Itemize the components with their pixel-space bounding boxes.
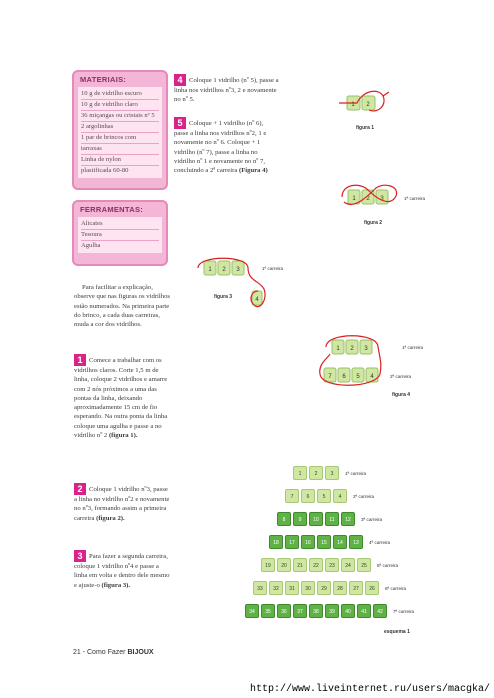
row-label: 2ª carreira — [353, 494, 375, 499]
bead: 20 — [277, 558, 291, 572]
row-label: 6ª carreira — [385, 586, 407, 591]
row-1-label: 1ª carreira — [404, 196, 426, 201]
source-url[interactable]: http://www.liveinternet.ru/users/macgka/ — [249, 684, 490, 695]
bead: 22 — [309, 558, 323, 572]
bead: 35 — [261, 604, 275, 618]
step-text: Coloque 1 vidrilho nº3, passe a linha no vidrilho nº2 e novamente no nº3, formando assim a primeira carreira — [74, 486, 170, 522]
row-1-label: 1ª carreira — [262, 266, 284, 271]
list-item: plastificada 60-80 — [81, 167, 129, 174]
bead: 9 — [293, 512, 307, 526]
footer-brand: BIJOUX — [127, 649, 154, 656]
step-text: Para fazer a segunda carreira, coloque 1 vidrilho nº4 e passe a linha em volta e dentro dele mesmo e ajuste-o — [74, 553, 170, 589]
step-ref: (figura 3). — [101, 581, 131, 589]
svg-text:1: 1 — [336, 346, 340, 352]
bead: 24 — [341, 558, 355, 572]
bead: 13 — [349, 535, 363, 549]
bead: 3 — [325, 466, 339, 480]
tools-list — [78, 217, 162, 253]
svg-text:2: 2 — [366, 196, 370, 202]
bead: 30 — [301, 581, 315, 595]
tools-box — [72, 200, 168, 266]
step-4 — [174, 74, 279, 105]
bead: 27 — [349, 581, 363, 595]
svg-text:3: 3 — [364, 346, 368, 352]
svg-text:1: 1 — [352, 196, 356, 202]
bead: 36 — [277, 604, 291, 618]
svg-text:6: 6 — [342, 374, 346, 380]
svg-text:1: 1 — [208, 267, 212, 273]
intro-text: Para facilitar a explicação, observe que nas figuras os vidrilhos estão numerados. Na primeira parte do brinco, a cada duas carreiras, muda a cor dos vidrilhos. — [74, 284, 171, 329]
bead: 33 — [253, 581, 267, 595]
svg-text:3: 3 — [380, 196, 384, 202]
tools-title: FERRAMENTAS: — [80, 205, 144, 214]
bead: 11 — [325, 512, 339, 526]
bead: 7 — [285, 489, 299, 503]
step-text: Coloque 1 vidrilho (nº 5), passe a linha nos vidrilhos nº3, 2 e novamente no nº 5. — [174, 77, 279, 104]
row-label: 3ª carreira — [361, 517, 383, 522]
bead: 40 — [341, 604, 355, 618]
list-item: 2 argolinhas — [81, 122, 159, 133]
step-text: Comece a trabalhar com os vidrilhos claros. Corte 1,5 m de linha, coloque 2 vidrilhos e amarre com 2 nós próximos a uma das pontas da linha, deixando aproximadamente 15 cm de fio esperando. Na outra ponta da linha coloque uma agulha e passe a no vidrilho nº 2 — [74, 357, 168, 440]
bead: 41 — [357, 604, 371, 618]
step-number: 2 — [74, 483, 86, 495]
list-item: 10 g de vidrilho claro — [81, 100, 159, 111]
row-label: 4ª carreira — [369, 540, 391, 545]
scheme-caption: esquema 1 — [384, 629, 410, 635]
step-ref: (figura 2). — [96, 514, 125, 522]
list-item: 1 par de brincos com — [81, 133, 159, 144]
row-2-label: 2ª carreira — [390, 374, 412, 379]
figure-4-diagram — [318, 334, 398, 394]
materials-box — [72, 70, 168, 190]
row-label: 5ª carreira — [377, 563, 399, 568]
step-2 — [74, 483, 172, 523]
materials-title: MATERIAIS: — [80, 75, 127, 84]
svg-text:2: 2 — [350, 346, 354, 352]
bead: 25 — [357, 558, 371, 572]
step-1 — [74, 354, 172, 440]
bead: 2 — [309, 466, 323, 480]
list-item: 10 g de vidrilho escuro — [81, 89, 159, 100]
bead: 18 — [269, 535, 283, 549]
step-3 — [74, 550, 172, 590]
bead: 29 — [317, 581, 331, 595]
svg-text:4: 4 — [255, 297, 259, 303]
step-number: 1 — [74, 354, 86, 366]
row-1-label: 1ª carreira — [402, 345, 424, 350]
list-item: 36 miçangas ou cristais nº 5 — [81, 111, 159, 122]
bead: 12 — [341, 512, 355, 526]
bead: 6 — [301, 489, 315, 503]
step-number: 3 — [74, 550, 86, 562]
row-label: 1ª carreira — [345, 471, 367, 476]
svg-text:2: 2 — [366, 102, 370, 108]
step-ref: (figura 1). — [108, 432, 138, 440]
figure-2-caption: figura 2 — [364, 220, 383, 226]
step-5 — [174, 117, 279, 175]
svg-text:3: 3 — [236, 267, 240, 273]
figure-4-caption: figura 4 — [392, 392, 411, 398]
step-ref: (Figura 4) — [238, 167, 268, 175]
bead: 5 — [317, 489, 331, 503]
bead: 15 — [317, 535, 331, 549]
bead: 38 — [309, 604, 323, 618]
bead: 26 — [365, 581, 379, 595]
list-item: tarraxas — [81, 144, 159, 155]
bead: 17 — [285, 535, 299, 549]
bead: 34 — [245, 604, 259, 618]
svg-text:7: 7 — [328, 374, 332, 380]
page-footer — [73, 649, 154, 656]
step-text: Coloque + 1 vidrilho (nº 6), passe a linha nos vidrilhos nº2, 1 e novamente no nº 6. Coloque + 1 vidrilho (nº 7), passe a linha no vidrilho nº 1 e novamente no nº 7, concluindo a 2ª carreira — [174, 120, 267, 175]
bead: 16 — [301, 535, 315, 549]
bead: 39 — [325, 604, 339, 618]
svg-text:4: 4 — [370, 374, 374, 380]
materials-list — [78, 87, 162, 178]
svg-text:1: 1 — [351, 102, 355, 108]
list-item: Tesoura — [81, 230, 159, 241]
bead: 19 — [261, 558, 275, 572]
bead: 14 — [333, 535, 347, 549]
figure-3-caption: figura 3 — [214, 294, 233, 300]
row-label: 7ª carreira — [393, 609, 415, 614]
figure-1-caption: figura 1 — [356, 125, 375, 131]
figure-3-diagram — [196, 255, 276, 315]
list-item: Agulha — [81, 242, 101, 249]
figure-1-diagram — [335, 84, 395, 124]
bead: 32 — [269, 581, 283, 595]
bead: 4 — [333, 489, 347, 503]
list-item: Alicates — [81, 219, 159, 230]
bead: 31 — [285, 581, 299, 595]
bead: 37 — [293, 604, 307, 618]
bead: 8 — [277, 512, 291, 526]
list-item: Linha de nylon — [81, 155, 159, 166]
bead: 21 — [293, 558, 307, 572]
bead: 23 — [325, 558, 339, 572]
svg-text:5: 5 — [356, 374, 360, 380]
bead: 28 — [333, 581, 347, 595]
step-number: 4 — [174, 74, 186, 86]
svg-text:2: 2 — [222, 267, 226, 273]
step-number: 5 — [174, 117, 186, 129]
bead: 1 — [293, 466, 307, 480]
footer-page: 21 - Como Fazer — [73, 649, 126, 656]
bead: 10 — [309, 512, 323, 526]
bead: 42 — [373, 604, 387, 618]
